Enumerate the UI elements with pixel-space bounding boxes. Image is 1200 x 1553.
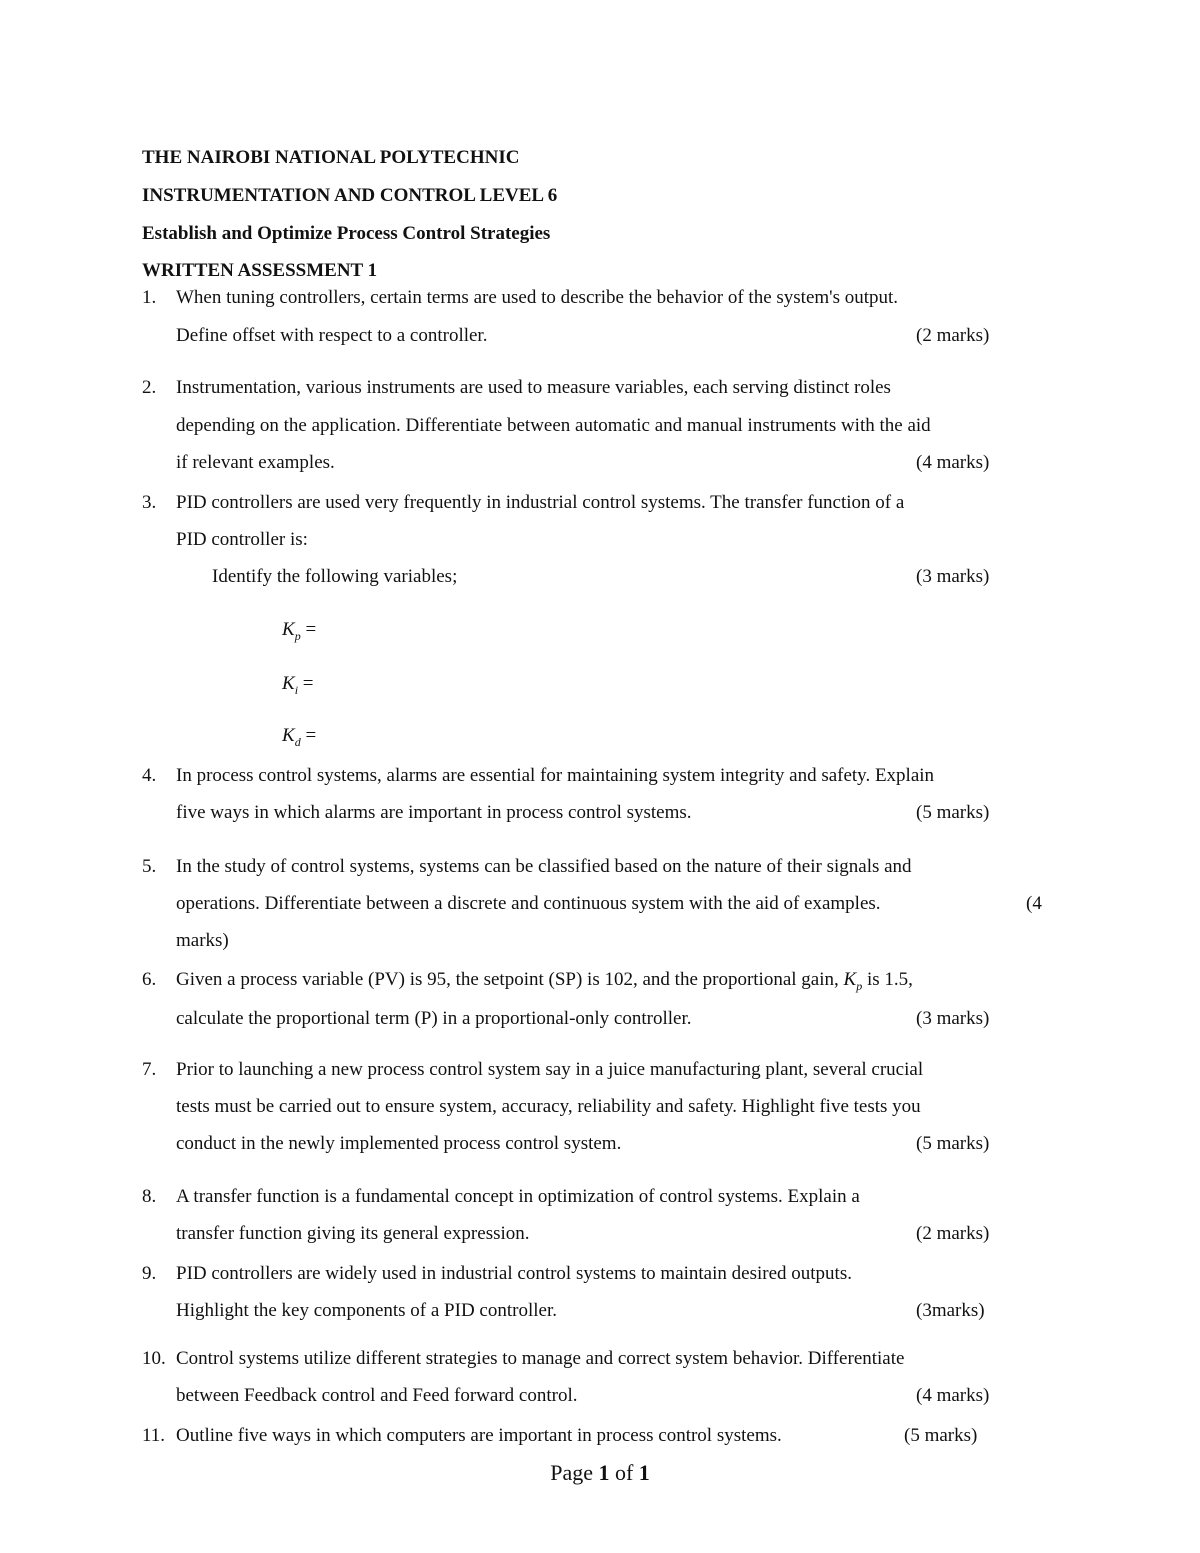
question-text: In process control systems, alarms are essential for maintaining system integrity and safety. Explain xyxy=(176,765,935,786)
question-text: A transfer function is a fundamental concept in optimization of control systems. Explain a xyxy=(176,1186,860,1207)
question-text: marks) xyxy=(176,930,229,951)
question-number: 11. xyxy=(142,1425,166,1446)
question-text: Given a process variable (PV) is 95, the setpoint (SP) is 102, and the proportional gain, $K_p$ is 1.5, xyxy=(176,969,913,993)
question-marks: (5 marks) xyxy=(916,1133,990,1154)
question-text: tests must be carried out to ensure system, accuracy, reliability and safety. Highlight five tests you xyxy=(176,1096,921,1117)
question-marks: (4 marks) xyxy=(916,452,990,473)
question-text: depending on the application. Differentiate between automatic and manual instruments with the aid xyxy=(176,415,931,436)
variable-kp: $K_p$ = xyxy=(282,619,317,643)
question-text: operations. Differentiate between a discrete and continuous system with the aid of examples. xyxy=(176,893,881,914)
question-number: 8. xyxy=(142,1186,157,1207)
question-marks: (3 marks) xyxy=(916,1008,990,1029)
question-number: 3. xyxy=(142,492,157,513)
unit-title: Establish and Optimize Process Control Strategies xyxy=(142,223,551,244)
question-text: between Feedback control and Feed forward control. xyxy=(176,1385,578,1406)
question-text: Prior to launching a new process control system say in a juice manufacturing plant, several crucial xyxy=(176,1059,924,1080)
question-text: PID controllers are widely used in industrial control systems to maintain desired outputs. xyxy=(176,1263,852,1284)
question-text: Identify the following variables; xyxy=(212,566,458,587)
question-number: 1. xyxy=(142,287,157,308)
question-text: Outline five ways in which computers are important in process control systems. xyxy=(176,1425,782,1446)
variable-kd: $K_d$ = xyxy=(282,725,317,749)
question-text: Highlight the key components of a PID controller. xyxy=(176,1300,557,1321)
question-text: PID controllers are used very frequently in industrial control systems. The transfer function of a xyxy=(176,492,905,513)
question-text: Control systems utilize different strategies to manage and correct system behavior. Differentiate xyxy=(176,1348,905,1369)
question-number: 6. xyxy=(142,969,157,990)
course-title: INSTRUMENTATION AND CONTROL LEVEL 6 xyxy=(142,185,558,206)
question-text: conduct in the newly implemented process control system. xyxy=(176,1133,622,1154)
variable-ki: $K_i$ = xyxy=(282,673,314,697)
question-marks: (5 marks) xyxy=(916,802,990,823)
question-number: 4. xyxy=(142,765,157,786)
question-text: Define offset with respect to a controller. xyxy=(176,325,488,346)
question-text: five ways in which alarms are important in process control systems. xyxy=(176,802,692,823)
question-marks: (3marks) xyxy=(916,1300,985,1321)
question-marks: (2 marks) xyxy=(916,1223,990,1244)
question-text: When tuning controllers, certain terms are used to describe the behavior of the system's output. xyxy=(176,287,899,308)
question-text: In the study of control systems, systems can be classified based on the nature of their signals and xyxy=(176,856,912,877)
question-marks: (2 marks) xyxy=(916,325,990,346)
question-number: 5. xyxy=(142,856,157,877)
question-marks: (4 marks) xyxy=(916,1385,990,1406)
page-footer: Page 1 of 1 xyxy=(550,1460,650,1485)
question-marks: (4 xyxy=(1026,893,1042,914)
question-text: PID controller is: xyxy=(176,529,308,550)
assessment-title: WRITTEN ASSESSMENT 1 xyxy=(142,260,378,281)
question-number: 10. xyxy=(142,1348,166,1369)
question-number: 2. xyxy=(142,377,157,398)
question-number: 9. xyxy=(142,1263,157,1284)
question-text: calculate the proportional term (P) in a proportional-only controller. xyxy=(176,1008,692,1029)
kp-inline: $K_p$ xyxy=(843,969,863,993)
institution-title: THE NAIROBI NATIONAL POLYTECHNIC xyxy=(142,147,520,168)
question-text: if relevant examples. xyxy=(176,452,335,473)
question-marks: (3 marks) xyxy=(916,566,990,587)
question-text: transfer function giving its general expression. xyxy=(176,1223,530,1244)
question-text: Instrumentation, various instruments are used to measure variables, each serving distinct roles xyxy=(176,377,891,398)
question-marks: (5 marks) xyxy=(904,1425,978,1446)
question-number: 7. xyxy=(142,1059,157,1080)
